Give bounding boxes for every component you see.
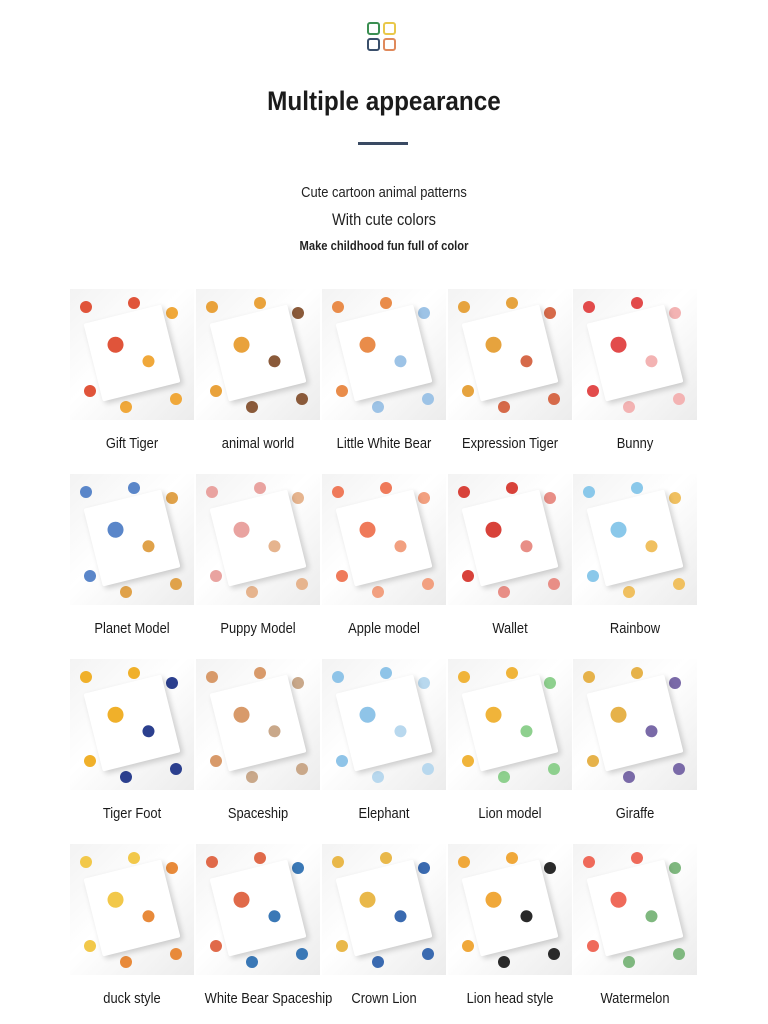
pattern-motif	[422, 763, 434, 775]
pattern-motif	[120, 956, 132, 968]
product-label: Elephant	[358, 805, 410, 822]
pattern-motif	[292, 862, 304, 874]
product-label: Planet Model	[94, 620, 170, 637]
pattern-motif	[254, 667, 266, 679]
pattern-motif	[358, 705, 377, 724]
pattern-motif	[583, 301, 595, 313]
pattern-motif	[120, 586, 132, 598]
pattern-motif	[548, 763, 560, 775]
pattern-motif	[506, 667, 518, 679]
pattern-motif	[372, 771, 384, 783]
product-label: Expression Tiger	[461, 435, 559, 452]
product-image[interactable]	[448, 844, 572, 975]
pattern-motif	[380, 482, 392, 494]
pattern-motif	[418, 307, 430, 319]
page-title: Multiple appearance	[267, 86, 501, 116]
product-image[interactable]	[70, 659, 194, 790]
pattern-motif	[296, 393, 308, 405]
pattern-motif	[462, 385, 474, 397]
folded-blanket	[210, 675, 307, 772]
product-image[interactable]	[573, 659, 697, 790]
subtitle-childhood: Make childhood fun full of color	[299, 238, 469, 253]
subtitle-patterns: Cute cartoon animal patterns	[301, 184, 467, 201]
product-image[interactable]	[70, 844, 194, 975]
pattern-motif	[609, 335, 628, 354]
product-image[interactable]	[196, 844, 320, 975]
product-label: Puppy Model	[220, 620, 296, 637]
pattern-motif	[141, 909, 156, 924]
pattern-motif	[372, 401, 384, 413]
pattern-motif	[609, 705, 628, 724]
folded-blanket	[210, 490, 307, 587]
pattern-motif	[210, 385, 222, 397]
pattern-motif	[267, 354, 282, 369]
pattern-motif	[380, 852, 392, 864]
pattern-motif	[141, 539, 156, 554]
product-label: Lion model	[478, 805, 542, 822]
pattern-motif	[210, 940, 222, 952]
pattern-motif	[80, 486, 92, 498]
pattern-motif	[120, 771, 132, 783]
product-image[interactable]	[70, 289, 194, 420]
pattern-motif	[358, 890, 377, 909]
pattern-motif	[544, 677, 556, 689]
pattern-motif	[418, 862, 430, 874]
pattern-motif	[631, 482, 643, 494]
pattern-motif	[210, 755, 222, 767]
pattern-motif	[80, 301, 92, 313]
pattern-motif	[296, 763, 308, 775]
folded-blanket	[462, 675, 559, 772]
product-image[interactable]	[573, 844, 697, 975]
folded-blanket	[336, 490, 433, 587]
pattern-motif	[609, 890, 628, 909]
pattern-motif	[498, 771, 510, 783]
pattern-motif	[484, 890, 503, 909]
folded-blanket	[587, 490, 684, 587]
pattern-motif	[519, 539, 534, 554]
product-label: Apple model	[348, 620, 420, 637]
product-row	[70, 289, 697, 474]
pattern-motif	[254, 297, 266, 309]
pattern-motif	[254, 482, 266, 494]
product-label: Spaceship	[227, 805, 289, 822]
pattern-motif	[336, 755, 348, 767]
pattern-motif	[120, 401, 132, 413]
pattern-motif	[206, 671, 218, 683]
product-label: Giraffe	[615, 805, 655, 822]
pattern-motif	[128, 482, 140, 494]
pattern-motif	[84, 755, 96, 767]
folded-blanket	[210, 305, 307, 402]
product-image[interactable]	[448, 289, 572, 420]
pattern-motif	[623, 586, 635, 598]
pattern-motif	[498, 956, 510, 968]
pattern-motif	[462, 570, 474, 582]
pattern-motif	[583, 486, 595, 498]
pattern-motif	[84, 940, 96, 952]
pattern-motif	[644, 354, 659, 369]
pattern-motif	[267, 539, 282, 554]
pattern-motif	[166, 492, 178, 504]
product-image[interactable]	[448, 474, 572, 605]
product-image[interactable]	[196, 659, 320, 790]
folded-blanket	[84, 305, 181, 402]
pattern-motif	[544, 492, 556, 504]
product-label: animal world	[221, 435, 295, 452]
product-label: Wallet	[492, 620, 528, 637]
pattern-motif	[623, 956, 635, 968]
pattern-motif	[246, 956, 258, 968]
folded-blanket	[84, 490, 181, 587]
pattern-motif	[422, 948, 434, 960]
product-label: Tiger Foot	[102, 805, 162, 822]
pattern-motif	[418, 492, 430, 504]
pattern-motif	[544, 307, 556, 319]
pattern-motif	[332, 671, 344, 683]
pattern-motif	[372, 956, 384, 968]
pattern-motif	[206, 486, 218, 498]
product-label: Watermelon	[600, 990, 670, 1007]
pattern-motif	[358, 335, 377, 354]
product-row	[70, 474, 697, 659]
pattern-motif	[246, 401, 258, 413]
pattern-motif	[631, 667, 643, 679]
folded-blanket	[587, 305, 684, 402]
pattern-motif	[548, 578, 560, 590]
pattern-motif	[267, 909, 282, 924]
pattern-motif	[623, 771, 635, 783]
pattern-motif	[292, 307, 304, 319]
pattern-motif	[393, 724, 408, 739]
pattern-motif	[484, 335, 503, 354]
pattern-motif	[232, 705, 251, 724]
pattern-motif	[232, 890, 251, 909]
pattern-motif	[623, 401, 635, 413]
product-image[interactable]	[573, 289, 697, 420]
pattern-motif	[462, 755, 474, 767]
product-label: Bunny	[616, 435, 654, 452]
pattern-motif	[332, 486, 344, 498]
product-image[interactable]	[322, 289, 446, 420]
pattern-motif	[587, 385, 599, 397]
folded-blanket	[84, 860, 181, 957]
pattern-motif	[380, 667, 392, 679]
brand-logo-icon	[367, 22, 399, 54]
product-image[interactable]	[322, 659, 446, 790]
pattern-motif	[644, 909, 659, 924]
pattern-motif	[166, 862, 178, 874]
pattern-motif	[84, 385, 96, 397]
pattern-motif	[644, 724, 659, 739]
pattern-motif	[372, 586, 384, 598]
pattern-motif	[80, 671, 92, 683]
product-label: Crown Lion	[351, 990, 417, 1007]
pattern-motif	[519, 354, 534, 369]
pattern-motif	[336, 385, 348, 397]
pattern-motif	[170, 393, 182, 405]
folded-blanket	[210, 860, 307, 957]
pattern-motif	[267, 724, 282, 739]
pattern-motif	[106, 335, 125, 354]
pattern-motif	[673, 393, 685, 405]
folded-blanket	[462, 490, 559, 587]
pattern-motif	[336, 570, 348, 582]
pattern-motif	[296, 578, 308, 590]
pattern-motif	[80, 856, 92, 868]
folded-blanket	[84, 675, 181, 772]
pattern-motif	[587, 570, 599, 582]
subtitle-colors: With cute colors	[331, 210, 437, 229]
folded-blanket	[462, 305, 559, 402]
folded-blanket	[462, 860, 559, 957]
pattern-motif	[669, 492, 681, 504]
product-image[interactable]	[196, 289, 320, 420]
pattern-motif	[128, 667, 140, 679]
pattern-motif	[332, 856, 344, 868]
pattern-motif	[519, 724, 534, 739]
pattern-motif	[422, 393, 434, 405]
pattern-motif	[422, 578, 434, 590]
pattern-motif	[393, 354, 408, 369]
product-label: White Bear Spaceship	[204, 990, 333, 1007]
pattern-motif	[544, 862, 556, 874]
pattern-motif	[458, 671, 470, 683]
pattern-motif	[644, 539, 659, 554]
pattern-motif	[458, 856, 470, 868]
product-image[interactable]	[196, 474, 320, 605]
product-label: Lion head style	[466, 990, 554, 1007]
pattern-motif	[128, 852, 140, 864]
product-row	[70, 844, 697, 1024]
pattern-motif	[332, 301, 344, 313]
pattern-motif	[673, 763, 685, 775]
pattern-motif	[673, 578, 685, 590]
pattern-motif	[232, 335, 251, 354]
pattern-motif	[206, 301, 218, 313]
pattern-motif	[254, 852, 266, 864]
product-image[interactable]	[448, 659, 572, 790]
pattern-motif	[548, 948, 560, 960]
product-row	[70, 659, 697, 844]
pattern-motif	[462, 940, 474, 952]
pattern-motif	[84, 570, 96, 582]
pattern-motif	[669, 677, 681, 689]
pattern-motif	[587, 755, 599, 767]
product-grid	[70, 289, 697, 1024]
pattern-motif	[393, 539, 408, 554]
folded-blanket	[336, 305, 433, 402]
product-image[interactable]	[322, 844, 446, 975]
pattern-motif	[170, 578, 182, 590]
pattern-motif	[170, 948, 182, 960]
pattern-motif	[418, 677, 430, 689]
pattern-motif	[498, 586, 510, 598]
product-label: duck style	[103, 990, 161, 1007]
pattern-motif	[631, 852, 643, 864]
pattern-motif	[166, 307, 178, 319]
folded-blanket	[336, 675, 433, 772]
pattern-motif	[484, 520, 503, 539]
pattern-motif	[141, 724, 156, 739]
pattern-motif	[498, 401, 510, 413]
pattern-motif	[292, 492, 304, 504]
product-image[interactable]	[573, 474, 697, 605]
pattern-motif	[458, 486, 470, 498]
pattern-motif	[506, 852, 518, 864]
pattern-motif	[170, 763, 182, 775]
pattern-motif	[587, 940, 599, 952]
pattern-motif	[141, 354, 156, 369]
pattern-motif	[458, 301, 470, 313]
product-label: Rainbow	[609, 620, 661, 637]
pattern-motif	[166, 677, 178, 689]
pattern-motif	[484, 705, 503, 724]
pattern-motif	[210, 570, 222, 582]
pattern-motif	[206, 856, 218, 868]
pattern-motif	[506, 297, 518, 309]
pattern-motif	[106, 705, 125, 724]
pattern-motif	[393, 909, 408, 924]
title-divider	[358, 142, 408, 145]
pattern-motif	[548, 393, 560, 405]
pattern-motif	[336, 940, 348, 952]
folded-blanket	[587, 675, 684, 772]
folded-blanket	[336, 860, 433, 957]
pattern-motif	[292, 677, 304, 689]
pattern-motif	[128, 297, 140, 309]
pattern-motif	[358, 520, 377, 539]
pattern-motif	[669, 307, 681, 319]
pattern-motif	[631, 297, 643, 309]
product-label: Gift Tiger	[105, 435, 159, 452]
pattern-motif	[583, 671, 595, 683]
folded-blanket	[587, 860, 684, 957]
pattern-motif	[296, 948, 308, 960]
pattern-motif	[232, 520, 251, 539]
pattern-motif	[669, 862, 681, 874]
pattern-motif	[583, 856, 595, 868]
product-image[interactable]	[322, 474, 446, 605]
product-label: Little White Bear	[336, 435, 432, 452]
product-image[interactable]	[70, 474, 194, 605]
pattern-motif	[106, 520, 125, 539]
pattern-motif	[246, 586, 258, 598]
pattern-motif	[380, 297, 392, 309]
pattern-motif	[246, 771, 258, 783]
pattern-motif	[609, 520, 628, 539]
pattern-motif	[673, 948, 685, 960]
pattern-motif	[506, 482, 518, 494]
pattern-motif	[106, 890, 125, 909]
pattern-motif	[519, 909, 534, 924]
